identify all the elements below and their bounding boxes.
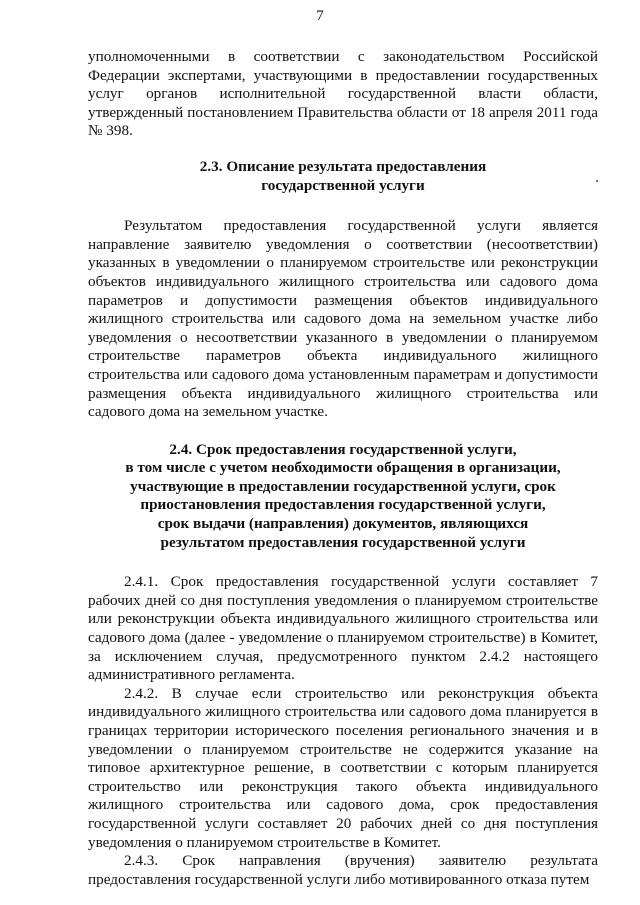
heading-line: участвующие в предоставлении государственной услуги, срок <box>130 477 556 495</box>
heading-line: 2.4. Срок предоставления государственной услуги, <box>169 440 517 458</box>
paragraph-2-4-3: 2.4.3. Срок направления (вручения) заявителю результата предоставления государственной услуги либо мотивированного отказа путем <box>88 852 598 888</box>
heading-line: в том числе с учетом необходимости обращения в организации, <box>125 459 561 477</box>
paragraph-2-4-1: 2.4.1. Срок предоставления государственной услуги составляет 7 рабочих дней со дня поступления уведомления о планируемом строительстве или реконструкции объекта индивидуального жилищного строительства или садового дома (далее - уведомление о планируемом строительстве) в Комитет, за исключением случая, предусмотренного пунктом 2.4.2 настоящего административного регламента. <box>88 573 598 684</box>
heading-line: приостановления предоставления государственной услуги, <box>140 496 546 514</box>
document-body <box>88 48 598 889</box>
page-number: 7 <box>316 8 324 24</box>
paragraph-2-4-2: 2.4.2. В случае если строительство или реконструкция объекта индивидуального жилищного строительства или садового дома планируется в границах территории исторического поселения регионального значения и в уведомлении о планируемом строительстве не содержится указание на типовое архитектурное решение, в соответствии с которым планируется строительство или реконструкция такого объекта индивидуального жилищного строительства или садового дома, срок предоставления государственной услуги составляет 20 рабочих дней со дня поступления уведомления о планируемом строительстве в Комитет. <box>88 684 598 851</box>
heading-line: 2.3. Описание результата предоставления <box>199 157 487 175</box>
heading-line: государственной услуги <box>261 176 425 194</box>
section-2-3-paragraph: Результатом предоставления государственной услуги является направление заявителю уведомления о соответствии (несоответствии) указанных в уведомлении о планируемом строительстве или реконструкции объектов индивидуального жилищного строительства или садового дома параметров и допустимости размещения объектов индивидуального жилищного строительства или садового дома на земельном участке либо уведомления о несоответствии указанного в уведомлении о планируемом строительстве параметров объекта индивидуального жилищного строительства или садового дома установленным параметрам и допустимости размещения объекта индивидуального жилищного строительства или садового дома на земельном участке. <box>88 217 598 421</box>
heading-line: результатом предоставления государственной услуги <box>160 533 526 551</box>
intro-paragraph: уполномоченными в соответствии с законодательством Российской Федерации экспертами, участвующими в предоставлении государственных услуг органов исполнительной государственной власти области, утвержденный постановлением Правительства области от 18 апреля 2011 года № 398. <box>88 48 598 140</box>
section-2-4-heading <box>88 441 598 553</box>
heading-line: срок выдачи (направления) документов, являющихся <box>157 515 529 533</box>
section-2-3-heading <box>88 158 598 195</box>
